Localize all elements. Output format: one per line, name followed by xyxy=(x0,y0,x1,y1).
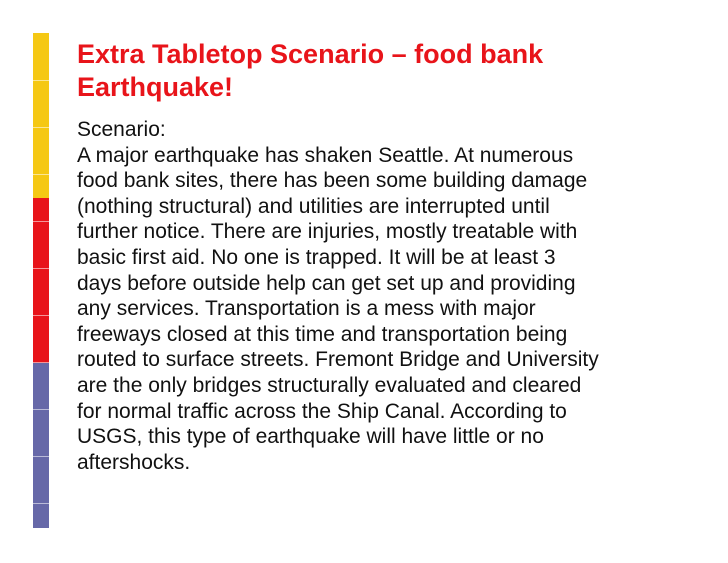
scenario-text-line: freeways closed at this time and transportation being xyxy=(77,322,568,346)
side-bar-divider xyxy=(33,503,49,504)
side-bar-divider xyxy=(33,315,49,316)
scenario-text-line: A major earthquake has shaken Seattle. At numerous xyxy=(77,143,574,167)
slide-title xyxy=(77,38,543,104)
scenario-text-line: for normal traffic across the Ship Canal. According to xyxy=(77,399,567,423)
side-bar-divider xyxy=(33,409,49,410)
slide-title-line-1: Extra Tabletop Scenario – food bank xyxy=(77,39,544,69)
scenario-text-line: any services. Transportation is a mess with major xyxy=(77,297,536,321)
scenario-label: Scenario: xyxy=(77,118,166,141)
slide-title-line-2: Earthquake! xyxy=(77,72,234,102)
scenario-text-line: USGS, this type of earthquake will have little or no xyxy=(77,425,544,449)
side-bar-divider xyxy=(33,80,49,81)
scenario-body xyxy=(77,117,692,475)
side-bar-divider xyxy=(33,174,49,175)
side-bar-red-segment xyxy=(33,198,49,363)
side-bar-divider xyxy=(33,268,49,269)
side-bar-divider xyxy=(33,362,49,363)
scenario-text-line: aftershocks. xyxy=(77,450,191,474)
scenario-text-line: are the only bridges structurally evaluated and cleared xyxy=(77,373,582,397)
scenario-text-line: food bank sites, there has been some building damage xyxy=(77,169,588,193)
side-bar-divider xyxy=(33,127,49,128)
side-bar-divider xyxy=(33,221,49,222)
side-bar-divider xyxy=(33,456,49,457)
decorative-side-bar xyxy=(33,33,49,528)
scenario-text-line: basic first aid. No one is trapped. It will be at least 3 xyxy=(77,245,556,269)
scenario-text-line: routed to surface streets. Fremont Bridge and University xyxy=(77,348,599,372)
scenario-text-line: further notice. There are injuries, mostly treatable with xyxy=(77,220,578,244)
scenario-text-line: days before outside help can get set up and providing xyxy=(77,271,576,295)
scenario-text-line: (nothing structural) and utilities are interrupted until xyxy=(77,194,550,218)
